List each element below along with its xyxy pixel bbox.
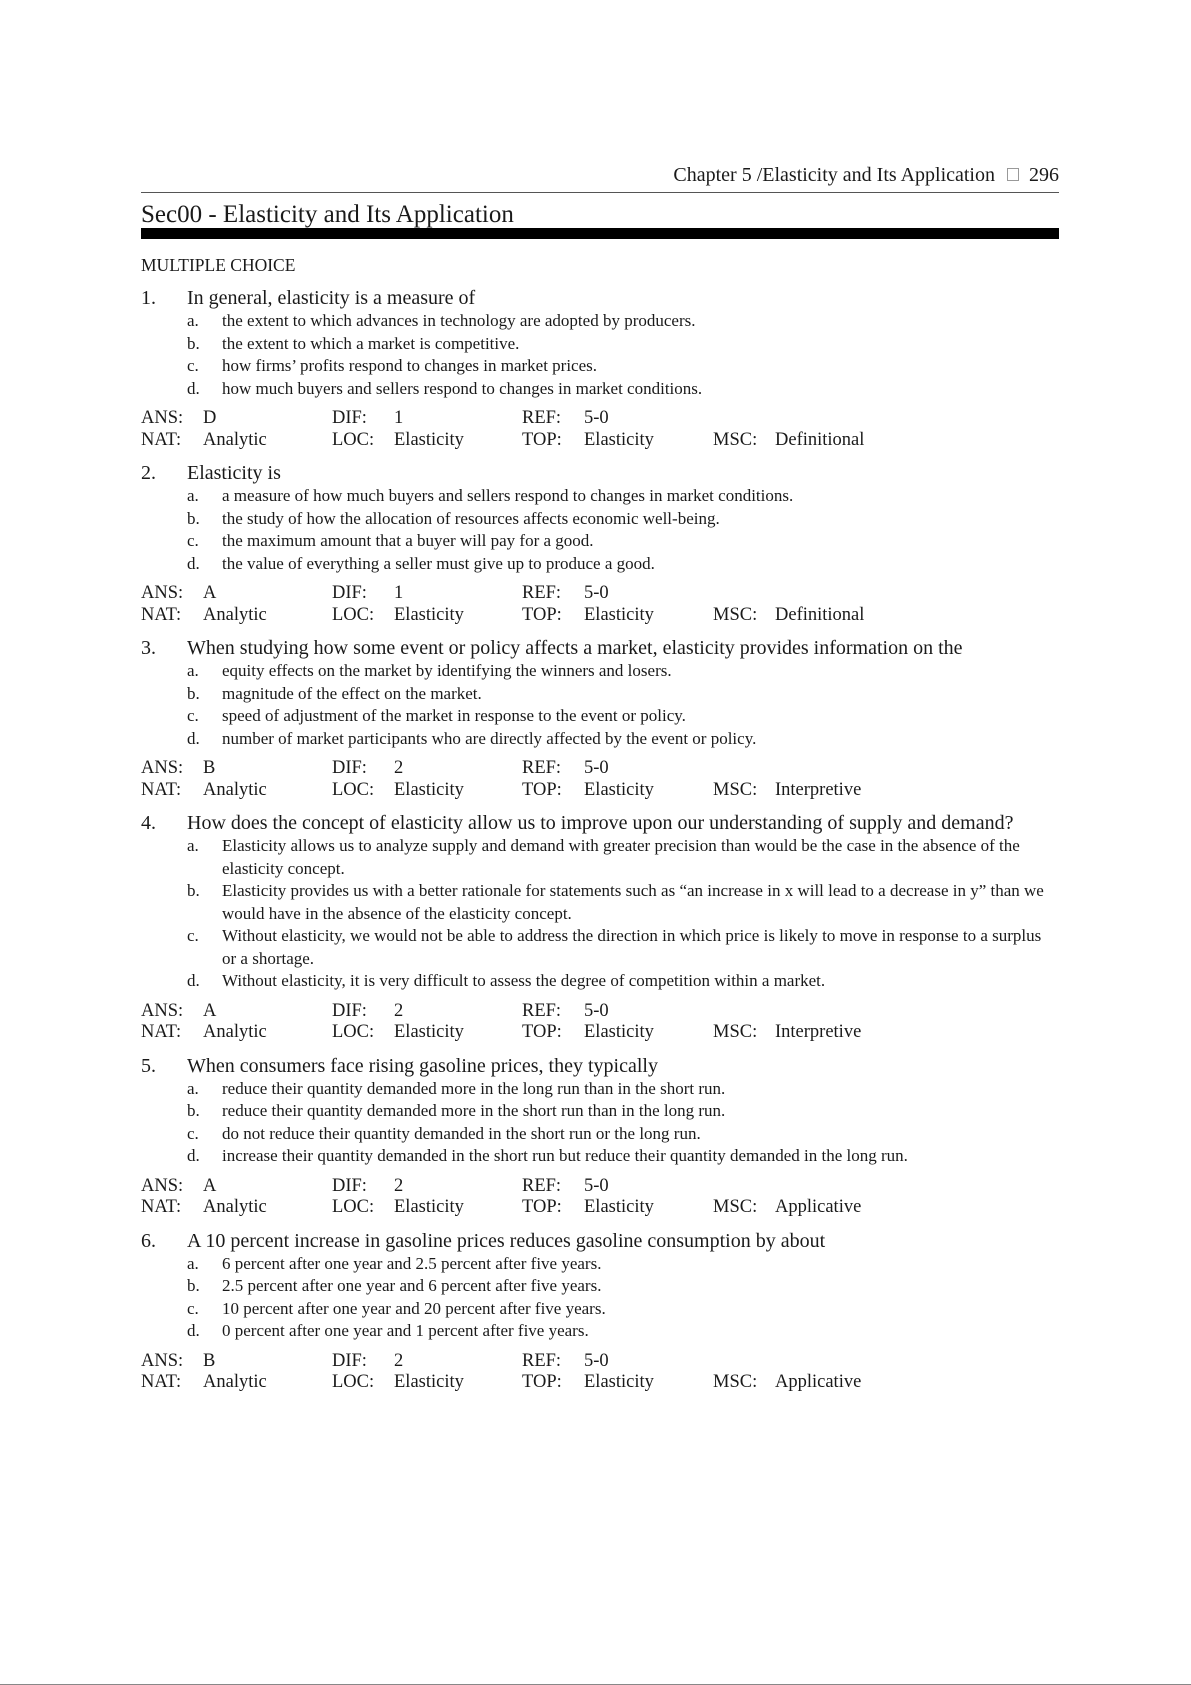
meta-key: LOC: xyxy=(332,604,375,625)
difficulty-field xyxy=(332,1351,522,1373)
choice-text: how firms’ profits respond to changes in market prices. xyxy=(222,356,598,375)
choice-letter: c. xyxy=(187,531,199,550)
msc-field xyxy=(713,1022,913,1044)
loc-field xyxy=(332,1197,522,1219)
choice-letter: c. xyxy=(187,706,199,725)
choice-letter: b. xyxy=(187,333,200,353)
question-text: A 10 percent increase in gasoline prices reduces gasoline consumption by about xyxy=(187,1229,826,1252)
choice-text: the value of everything a seller must give up to produce a good. xyxy=(222,553,655,573)
question-stem xyxy=(141,286,1059,310)
question-number: 5. xyxy=(141,1054,156,1077)
meta-value: Elasticity xyxy=(584,604,654,625)
meta-value: 2 xyxy=(394,1175,404,1196)
answer-choice xyxy=(187,378,1059,401)
answer-choice xyxy=(187,1100,1059,1123)
meta-value: Elasticity xyxy=(584,1197,654,1217)
difficulty-field xyxy=(332,583,522,605)
answer-field xyxy=(141,583,332,605)
meta-key: MSC: xyxy=(713,1022,758,1042)
meta-value: 5-0 xyxy=(584,1350,609,1371)
meta-value: 5-0 xyxy=(584,408,609,428)
answer-choice xyxy=(187,333,1059,356)
meta-key: DIF: xyxy=(332,1350,367,1371)
answer-choice xyxy=(187,1298,1059,1321)
answer-choice xyxy=(187,1275,1059,1298)
answer-choice xyxy=(187,728,1059,751)
msc-field xyxy=(713,1197,913,1219)
question-item xyxy=(141,461,1059,626)
choice-letter: d. xyxy=(187,728,200,748)
meta-row xyxy=(141,1022,1059,1044)
question-metadata xyxy=(141,1176,1059,1219)
meta-key: DIF: xyxy=(332,758,367,778)
meta-row xyxy=(141,605,1059,627)
question-number: 2. xyxy=(141,462,156,484)
choice-text: Without elasticity, it is very difficult to assess the degree of competition within a market. xyxy=(222,971,826,990)
meta-row xyxy=(141,1176,1059,1198)
meta-key: NAT: xyxy=(141,604,182,625)
choice-letter: b. xyxy=(187,881,200,900)
answer-choice xyxy=(187,508,1059,531)
question-text: When studying how some event or policy affects a market, elasticity provides information on the xyxy=(187,637,963,659)
meta-value: Analytic xyxy=(203,1197,267,1217)
choice-text: magnitude of the effect on the market. xyxy=(222,683,482,703)
question-stem xyxy=(141,1229,1059,1253)
question-metadata xyxy=(141,1351,1059,1394)
meta-value: 5-0 xyxy=(584,1000,609,1021)
meta-value: A xyxy=(203,1175,217,1196)
meta-value: Elasticity xyxy=(584,1372,654,1392)
question-number: 6. xyxy=(141,1229,156,1252)
meta-row xyxy=(141,583,1059,605)
reference-field xyxy=(522,1176,713,1198)
question-text: When consumers face rising gasoline prices, they typically xyxy=(187,1054,658,1077)
meta-key: MSC: xyxy=(713,779,758,800)
meta-key: LOC: xyxy=(332,1372,375,1392)
meta-key: DIF: xyxy=(332,408,367,428)
meta-key: REF: xyxy=(522,1000,562,1021)
meta-row xyxy=(141,1001,1059,1023)
nat-field xyxy=(141,1372,332,1394)
nat-field xyxy=(141,605,332,627)
answer-choice xyxy=(187,880,1059,925)
difficulty-field xyxy=(332,758,522,780)
answer-choice xyxy=(187,355,1059,378)
page-number: 296 xyxy=(1029,164,1059,186)
loc-field xyxy=(332,780,522,802)
answer-field xyxy=(141,1176,332,1198)
reference-field xyxy=(522,1351,713,1373)
choice-letter: d. xyxy=(187,553,200,573)
meta-key: DIF: xyxy=(332,1175,367,1196)
question-number: 1. xyxy=(141,287,156,309)
topic-field xyxy=(522,1372,713,1394)
meta-value: Applicative xyxy=(775,1372,862,1392)
meta-value: A xyxy=(203,583,217,603)
meta-value: Definitional xyxy=(775,429,865,450)
choice-letter: a. xyxy=(187,1253,199,1273)
meta-key: TOP: xyxy=(522,779,562,800)
meta-value: 2 xyxy=(394,1000,404,1021)
choice-text: Elasticity provides us with a better rationale for statements such as “an increase in x will lead to a decrease in y” than we would have in the absence of the elasticity concept. xyxy=(222,881,1044,923)
reference-field xyxy=(522,1001,713,1023)
topic-field xyxy=(522,1022,713,1044)
meta-key: ANS: xyxy=(141,1000,184,1021)
choice-letter: b. xyxy=(187,1276,200,1295)
meta-value: B xyxy=(203,758,216,778)
choice-letter: c. xyxy=(187,1298,199,1318)
chapter-title: Chapter 5 /Elasticity and Its Application xyxy=(673,164,995,186)
meta-row xyxy=(141,1372,1059,1394)
choice-text: 10 percent after one year and 20 percent after five years. xyxy=(222,1298,606,1318)
meta-key: TOP: xyxy=(522,429,562,450)
answer-choice xyxy=(187,310,1059,333)
msc-field xyxy=(713,605,913,627)
topic-field xyxy=(522,780,713,802)
meta-key: NAT: xyxy=(141,1372,182,1392)
choice-letter: d. xyxy=(187,1321,200,1340)
meta-key: LOC: xyxy=(332,1022,375,1042)
meta-value: Elasticity xyxy=(584,1022,654,1042)
section-divider xyxy=(141,228,1059,239)
choice-text: Elasticity allows us to analyze supply and demand with greater precision than would be the case in the absence of the elasticity concept. xyxy=(222,836,1020,878)
meta-value: Elasticity xyxy=(584,779,654,800)
choice-text: a measure of how much buyers and sellers respond to changes in market conditions. xyxy=(222,486,794,505)
question-number: 4. xyxy=(141,812,156,834)
meta-key: ANS: xyxy=(141,583,184,603)
meta-key: REF: xyxy=(522,1350,562,1371)
meta-key: TOP: xyxy=(522,1022,562,1042)
choice-text: speed of adjustment of the market in response to the event or policy. xyxy=(222,706,686,725)
meta-value: 5-0 xyxy=(584,1175,609,1196)
meta-key: REF: xyxy=(522,408,562,428)
meta-row xyxy=(141,408,1059,430)
choice-text: number of market participants who are directly affected by the event or policy. xyxy=(222,728,757,748)
meta-row xyxy=(141,780,1059,802)
answer-choice xyxy=(187,530,1059,553)
question-text: In general, elasticity is a measure of xyxy=(187,287,476,309)
meta-value: Analytic xyxy=(203,1372,267,1392)
loc-field xyxy=(332,1372,522,1394)
meta-row xyxy=(141,1197,1059,1219)
topic-field xyxy=(522,1197,713,1219)
meta-value: Interpretive xyxy=(775,1022,862,1042)
loc-field xyxy=(332,430,522,452)
loc-field xyxy=(332,605,522,627)
nat-field xyxy=(141,1197,332,1219)
meta-value: Elasticity xyxy=(394,779,464,800)
choice-text: the study of how the allocation of resources affects economic well-being. xyxy=(222,508,720,528)
loc-field xyxy=(332,1022,522,1044)
meta-value: 2 xyxy=(394,758,404,778)
meta-key: MSC: xyxy=(713,1372,758,1392)
difficulty-field xyxy=(332,1176,522,1198)
answer-choice xyxy=(187,553,1059,576)
meta-value: Applicative xyxy=(775,1197,862,1217)
choice-text: how much buyers and sellers respond to changes in market conditions. xyxy=(222,378,703,398)
meta-value: D xyxy=(203,408,217,428)
meta-value: Analytic xyxy=(203,1022,267,1042)
meta-key: ANS: xyxy=(141,758,184,778)
question-item xyxy=(141,286,1059,451)
choice-letter: a. xyxy=(187,836,199,855)
answer-choice xyxy=(187,660,1059,683)
meta-value: 5-0 xyxy=(584,583,609,603)
meta-key: REF: xyxy=(522,758,562,778)
question-text: How does the concept of elasticity allow us to improve upon our understanding of supply and demand? xyxy=(187,812,1014,834)
choice-letter: c. xyxy=(187,926,199,945)
topic-field xyxy=(522,605,713,627)
section-title: Sec00 - Elasticity and Its Application xyxy=(141,201,514,228)
reference-field xyxy=(522,408,713,430)
reference-field xyxy=(522,583,713,605)
question-text: Elasticity is xyxy=(187,462,281,484)
choice-letter: a. xyxy=(187,1078,199,1098)
meta-value: Elasticity xyxy=(394,1197,464,1217)
meta-value: Definitional xyxy=(775,604,865,625)
meta-row xyxy=(141,430,1059,452)
meta-key: ANS: xyxy=(141,1175,184,1196)
meta-value: Elasticity xyxy=(394,1372,464,1392)
choice-letter: a. xyxy=(187,486,199,505)
meta-key: REF: xyxy=(522,583,562,603)
choice-text: 0 percent after one year and 1 percent after five years. xyxy=(222,1321,589,1340)
meta-key: MSC: xyxy=(713,604,758,625)
choice-letter: a. xyxy=(187,311,199,330)
choice-text: 2.5 percent after one year and 6 percent after five years. xyxy=(222,1276,602,1295)
choice-text: increase their quantity demanded in the short run but reduce their quantity demanded in the long run. xyxy=(222,1146,908,1165)
nat-field xyxy=(141,430,332,452)
meta-key: TOP: xyxy=(522,1372,562,1392)
choice-text: the extent to which advances in technology are adopted by producers. xyxy=(222,311,696,330)
choice-letter: b. xyxy=(187,1101,200,1120)
answer-field xyxy=(141,1351,332,1373)
meta-value: A xyxy=(203,1000,217,1021)
msc-field xyxy=(713,780,913,802)
choice-text: the extent to which a market is competitive. xyxy=(222,333,520,353)
meta-key: ANS: xyxy=(141,408,184,428)
question-metadata xyxy=(141,758,1059,801)
answer-choice xyxy=(187,1123,1059,1146)
nat-field xyxy=(141,780,332,802)
question-metadata xyxy=(141,408,1059,451)
question-item xyxy=(141,1054,1059,1219)
answer-choice xyxy=(187,1145,1059,1168)
choice-text: do not reduce their quantity demanded in the short run or the long run. xyxy=(222,1123,701,1143)
meta-value: 2 xyxy=(394,1350,404,1371)
topic-field xyxy=(522,430,713,452)
question-metadata xyxy=(141,1001,1059,1044)
meta-value: 1 xyxy=(394,408,404,428)
choice-text: reduce their quantity demanded more in the short run than in the long run. xyxy=(222,1101,726,1120)
answer-field xyxy=(141,408,332,430)
meta-key: NAT: xyxy=(141,1022,182,1042)
question-item xyxy=(141,811,1059,1044)
nat-field xyxy=(141,1022,332,1044)
question-number: 3. xyxy=(141,637,156,659)
meta-key: LOC: xyxy=(332,429,375,450)
meta-value: B xyxy=(203,1350,216,1371)
choice-text: Without elasticity, we would not be able to address the direction in which price is likely to move in response to a surplus or a shortage. xyxy=(222,926,1042,968)
choice-text: reduce their quantity demanded more in the long run than in the short run. xyxy=(222,1078,726,1098)
meta-key: MSC: xyxy=(713,1197,758,1217)
answer-choice xyxy=(187,1253,1059,1276)
choice-letter: a. xyxy=(187,661,199,680)
meta-key: LOC: xyxy=(332,1197,375,1217)
reference-field xyxy=(522,758,713,780)
msc-field xyxy=(713,1372,913,1394)
msc-field xyxy=(713,430,913,452)
answer-choice xyxy=(187,705,1059,728)
page-header xyxy=(141,162,1059,193)
meta-value: Elasticity xyxy=(394,1022,464,1042)
answer-field xyxy=(141,1001,332,1023)
answer-choice xyxy=(187,485,1059,508)
choice-letter: b. xyxy=(187,683,200,703)
question-metadata xyxy=(141,583,1059,626)
meta-key: DIF: xyxy=(332,1000,367,1021)
separator-glyph-icon xyxy=(1007,168,1019,181)
meta-key: NAT: xyxy=(141,429,182,450)
meta-key: ANS: xyxy=(141,1350,184,1371)
meta-value: 1 xyxy=(394,583,404,603)
choice-text: equity effects on the market by identifying the winners and losers. xyxy=(222,661,672,680)
meta-value: Analytic xyxy=(203,604,267,625)
answer-field xyxy=(141,758,332,780)
meta-value: Elasticity xyxy=(584,429,654,450)
difficulty-field xyxy=(332,408,522,430)
choice-letter: d. xyxy=(187,1146,200,1165)
answer-choice xyxy=(187,1320,1059,1343)
meta-key: TOP: xyxy=(522,1197,562,1217)
meta-key: TOP: xyxy=(522,604,562,625)
answer-choice xyxy=(187,925,1059,970)
meta-value: Analytic xyxy=(203,429,267,450)
answer-choice xyxy=(187,970,1059,993)
question-stem xyxy=(141,636,1059,660)
choice-letter: c. xyxy=(187,356,199,375)
answer-choice xyxy=(187,835,1059,880)
choice-text: the maximum amount that a buyer will pay for a good. xyxy=(222,531,594,550)
meta-key: DIF: xyxy=(332,583,367,603)
question-stem xyxy=(141,811,1059,835)
choice-letter: d. xyxy=(187,378,200,398)
question-stem xyxy=(141,461,1059,485)
meta-row xyxy=(141,1351,1059,1373)
difficulty-field xyxy=(332,1001,522,1023)
meta-key: NAT: xyxy=(141,779,182,800)
choice-letter: b. xyxy=(187,508,200,528)
meta-value: Elasticity xyxy=(394,429,464,450)
question-list xyxy=(141,286,1059,1404)
answer-choice xyxy=(187,1078,1059,1101)
question-stem xyxy=(141,1054,1059,1078)
meta-value: Elasticity xyxy=(394,604,464,625)
choice-letter: c. xyxy=(187,1123,199,1143)
meta-key: MSC: xyxy=(713,429,758,450)
answer-choice xyxy=(187,683,1059,706)
meta-key: LOC: xyxy=(332,779,375,800)
question-type-label: MULTIPLE CHOICE xyxy=(141,255,296,275)
meta-key: REF: xyxy=(522,1175,562,1196)
question-item xyxy=(141,1229,1059,1394)
meta-row xyxy=(141,758,1059,780)
choice-letter: d. xyxy=(187,971,200,990)
meta-value: 5-0 xyxy=(584,758,609,778)
question-item xyxy=(141,636,1059,801)
meta-value: Interpretive xyxy=(775,779,862,800)
choice-text: 6 percent after one year and 2.5 percent after five years. xyxy=(222,1253,602,1273)
meta-value: Analytic xyxy=(203,779,267,800)
meta-key: NAT: xyxy=(141,1197,182,1217)
